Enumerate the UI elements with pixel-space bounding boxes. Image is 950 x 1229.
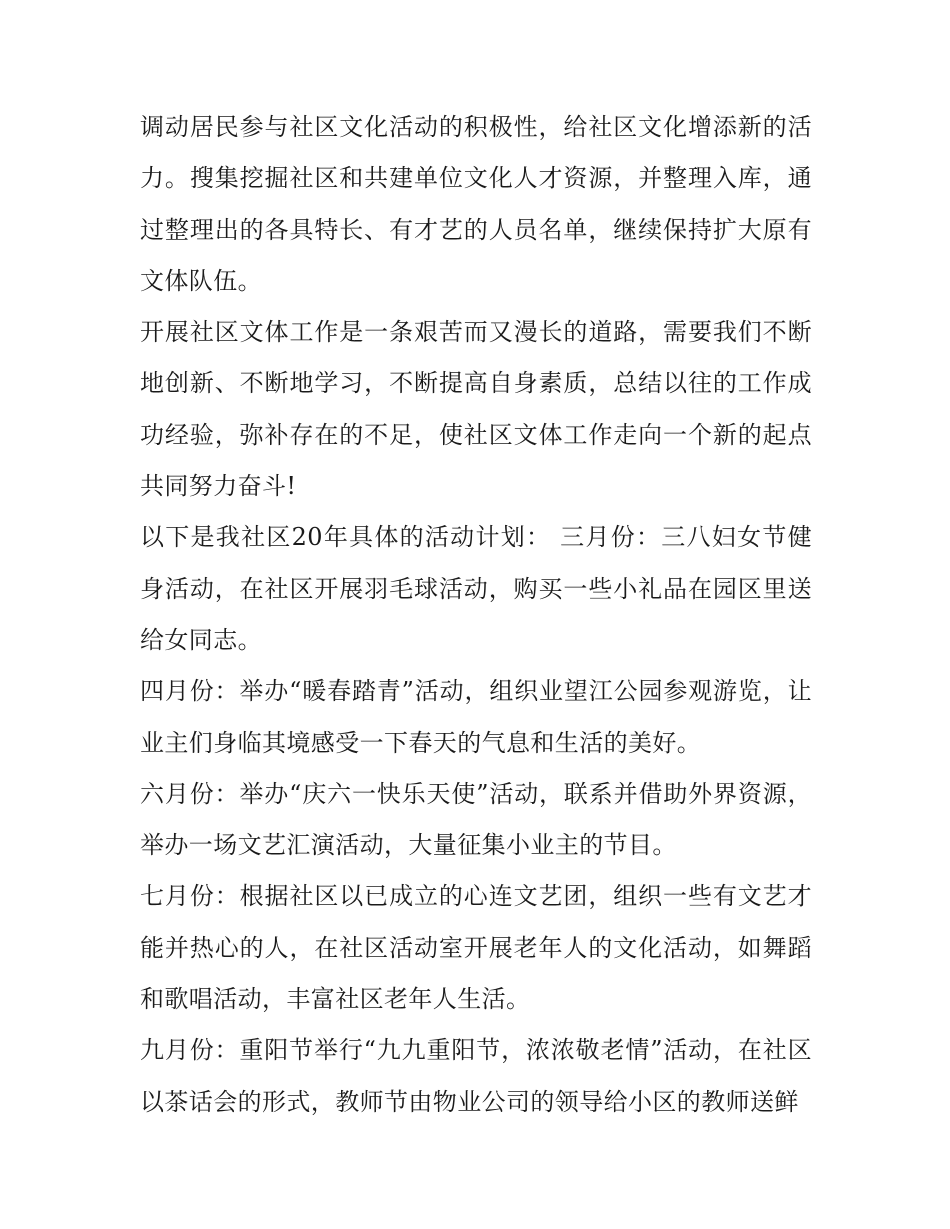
paragraph-plan-april: 四月份：举办“暖春踏青”活动，组织业望江公园参观游览，让业主们身临其境感受一下春天的气息和生活的美好。 — [140, 677, 812, 757]
paragraph-plan-july: 七月份：根据社区以已成立的心连文艺团，组织一些有文艺才能并热心的人，在社区活动室开展老年人的文化活动，如舞蹈和歌唱活动，丰富社区老年人生活。 — [140, 882, 812, 1014]
paragraph-work-outlook: 开展社区文体工作是一条艰苦而又漫长的道路，需要我们不断地创新、不断地学习，不断提高自身素质，总结以往的工作成功经验，弥补存在的不足，使社区文体工作走向一个新的起点共同努力奋斗! — [140, 318, 812, 501]
document-body — [140, 102, 812, 1128]
paragraph-plan-june: 六月份：举办“庆六一快乐天使”活动，联系并借助外界资源，举办一场文艺汇演活动，大量征集小业主的节目。 — [140, 779, 812, 860]
paragraph-activity-enthusiasm: 调动居民参与社区文化活动的积极性，给社区文化增添新的活力。搜集挖掘社区和共建单位文化人才资源，并整理入库，通过整理出的各具特长、有才艺的人员名单，继续保持扩大原有文体队伍。 — [140, 113, 812, 295]
paragraph-plan-march: 以下是我社区20年具体的活动计划： 三月份：三八妇女节健身活动，在社区开展羽毛球活动，购买一些小礼品在园区里送给女同志。 — [140, 523, 812, 654]
paragraph-plan-september: 九月份：重阳节举行“九九重阳节，浓浓敬老情”活动，在社区以茶话会的形式，教师节由物业公司的领导给小区的教师送鲜 — [140, 1036, 812, 1116]
